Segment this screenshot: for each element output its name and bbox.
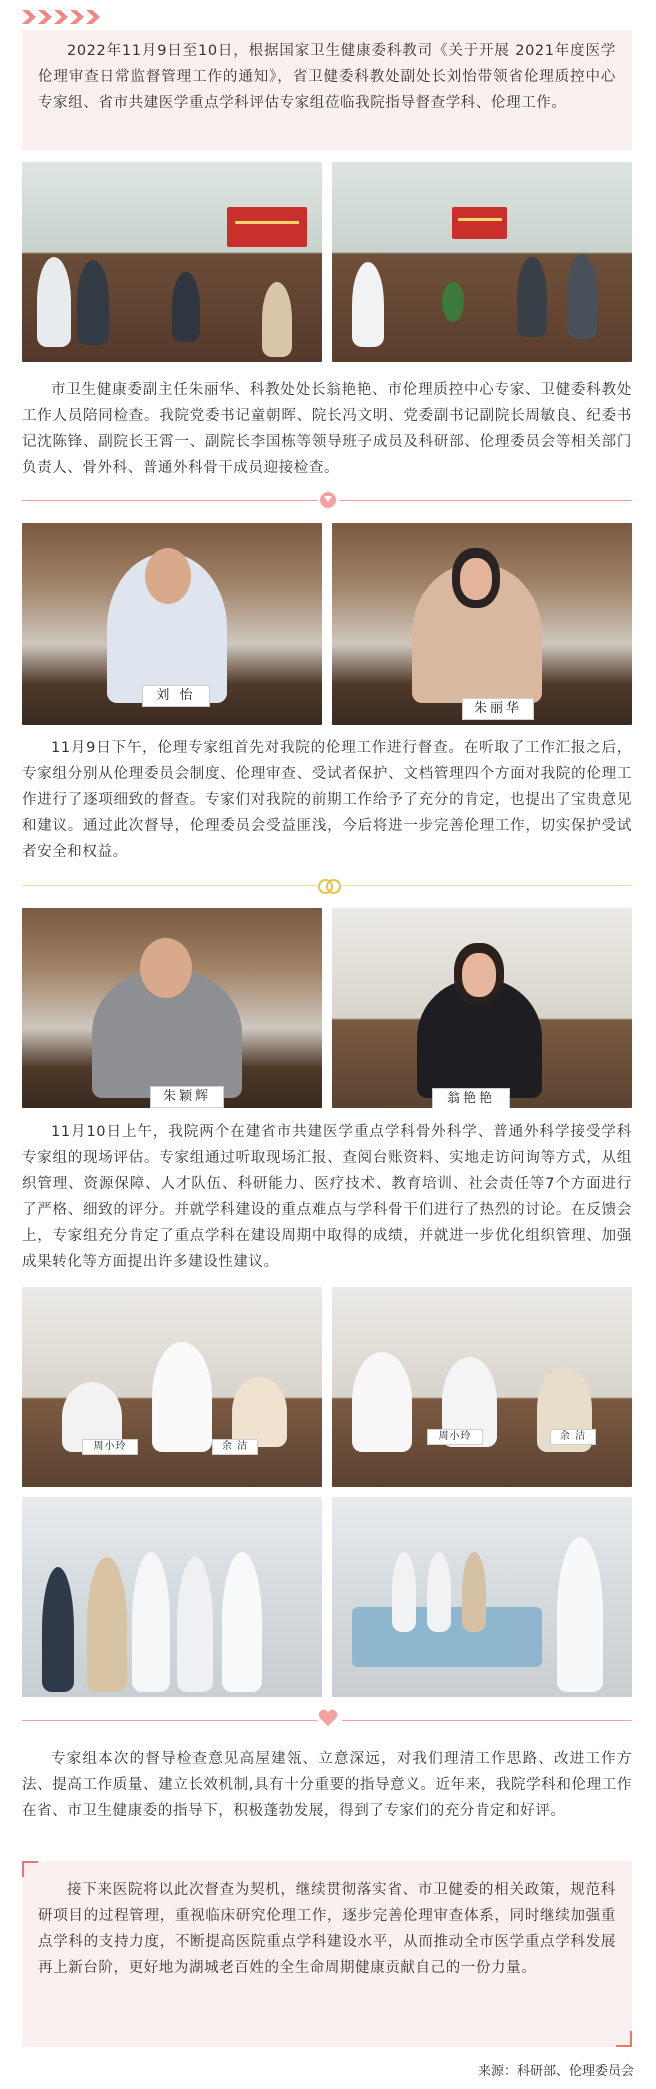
closing-text: 接下来医院将以此次督查为契机，继续贯彻落实省、市卫健委的相关政策，规范科研项目的过程管理，重视临床研究伦理工作，逐步完善伦理审查体系，同时继续加强重点学科的支持力度，不断提高医院重点学科建设水平，从而推动全市医学重点学科发展再上新台阶，更好地为湖城老百姓的全生命周期健康贡献自己的一份力量。 — [38, 1882, 616, 1976]
portrait-photo-liu — [22, 523, 322, 725]
section-divider-left — [22, 885, 317, 886]
ward-visit-photo-left — [22, 1497, 322, 1697]
nameplate-yu: 余 洁 — [550, 1429, 596, 1445]
nameplate-zhu2: 朱颖辉 — [150, 1086, 224, 1108]
paragraph-summary: 专家组本次的督导检查意见高屋建瓴、立意深远，对我们理清工作思路、改进工作方法、提高工作质量、建立长效机制,具有十分重要的指导意义。近年来，我院学科和伦理工作在省、市卫生健康委的指导下，积极蓬勃发展，得到了专家们的充分肯定和好评。 — [22, 1751, 632, 1819]
nameplate-liu: 刘 怡 — [142, 685, 210, 707]
meeting-photo-right — [332, 162, 632, 362]
section-divider-left — [22, 500, 317, 501]
ward-visit-photo-right — [332, 1497, 632, 1697]
portrait-photo-zhu — [332, 523, 632, 725]
meeting-banner — [452, 207, 507, 239]
meeting-photo-left — [22, 162, 322, 362]
portrait-photo-weng — [332, 908, 632, 1108]
closing-panel — [22, 1861, 632, 2047]
paragraph-discipline-evaluation: 11月10日上午，我院两个在建省市共建医学重点学科骨外科学、普通外科学接受学科专家组的现场评估。专家组通过听取现场汇报、查阅台账资料、实地走访问询等方式，从组织管理、资源保障、人才队伍、科研能力、医疗技术、教育培训、社会责任等7个方面进行了严格、细致的评分。并就学科建设的重点难点与学科骨干们进行了热烈的讨论。在反馈会上，专家组充分肯定了重点学科在建设周期中取得的成绩，并就进一步优化组织管理、加强成果转化等方面提出许多建设性建议。 — [22, 1124, 632, 1270]
chevron-down-icon — [320, 492, 336, 508]
portrait-photo-zhu2 — [22, 908, 322, 1108]
heart-icon — [318, 1710, 338, 1728]
nameplate-zhou: 周小玲 — [427, 1429, 483, 1445]
section-divider-right — [342, 1720, 632, 1721]
nameplate-zhou: 周小玲 — [82, 1439, 138, 1455]
section-divider-left — [22, 1720, 317, 1721]
intro-text: 2022年11月9日至10日，根据国家卫生健康委科教司《关于开展 2021年度医学伦理审查日常监督管理工作的通知》，省卫健委科教处副处长刘怡带领省伦理质控中心专家组、省市共建医学重点学科评估专家组莅临我院指导督查学科、伦理工作。 — [38, 43, 616, 111]
meeting-banner — [227, 207, 307, 247]
paragraph-attendees: 市卫生健康委副主任朱丽华、科教处处长翁艳艳、市伦理质控中心专家、卫健委科教处工作人员陪同检查。我院党委书记童朝晖、院长冯文明、党委副书记副院长周敏良、纪委书记沈陈锋、副院长王霄一、副院长李国栋等领导班子成员及科研部、伦理委员会等相关部门负责人、骨外科、普通外科骨干成员迎接检查。 — [22, 382, 632, 476]
review-photo-left — [22, 1287, 322, 1487]
header-chevrons-icon — [22, 10, 100, 24]
nameplate-zhu: 朱丽华 — [462, 698, 534, 720]
section-divider-right — [342, 885, 632, 886]
nameplate-weng: 翁艳艳 — [432, 1088, 510, 1108]
section-divider-right — [340, 500, 632, 501]
nameplate-yu: 余 洁 — [212, 1439, 258, 1455]
review-photo-right — [332, 1287, 632, 1487]
source-credit: 来源：科研部、伦理委员会 — [477, 2064, 634, 2079]
intro-panel — [22, 30, 632, 150]
rings-icon — [318, 879, 334, 891]
paragraph-ethics-review: 11月9日下午，伦理专家组首先对我院的伦理工作进行督查。在听取了工作汇报之后，专家组分别从伦理委员会制度、伦理审查、受试者保护、文档管理四个方面对我院的伦理工作进行了逐项细致的督查。专家们对我院的前期工作给予了充分的肯定，也提出了宝贵意见和建议。通过此次督导，伦理委员会受益匪浅，今后将进一步完善伦理工作，切实保护受试者安全和权益。 — [22, 740, 632, 860]
